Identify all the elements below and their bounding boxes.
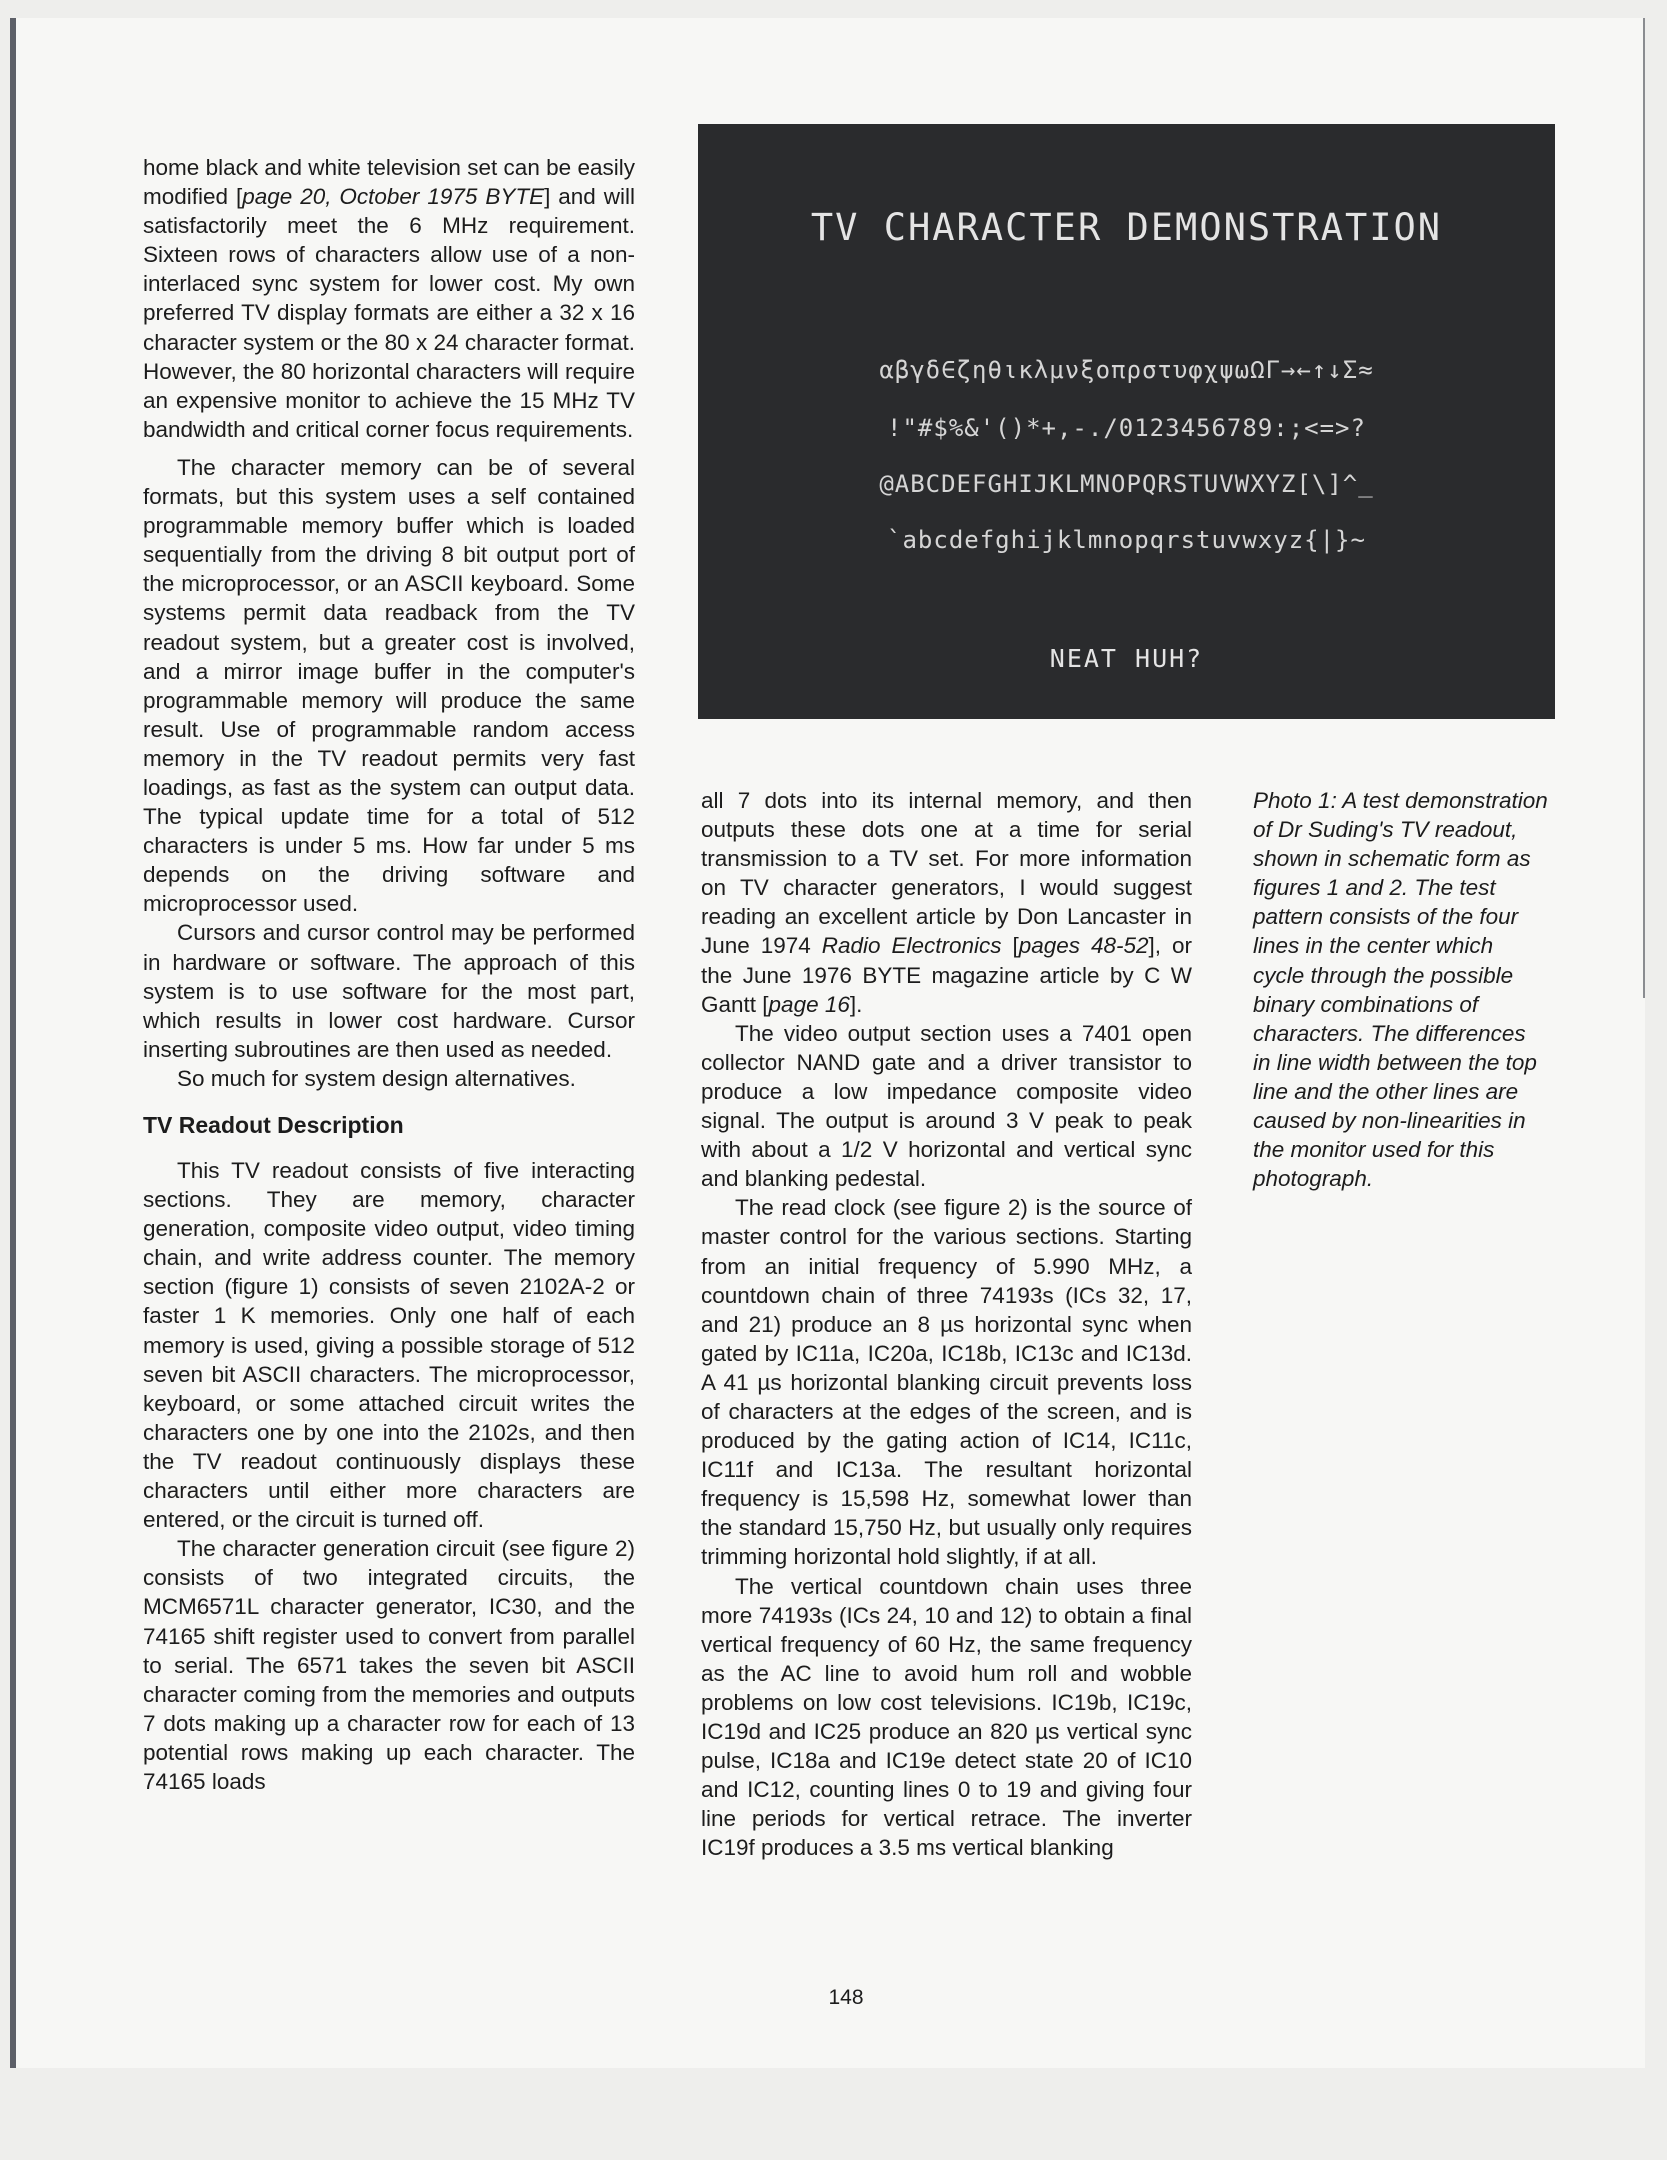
page-edge-left <box>10 18 16 2068</box>
paragraph: So much for system design alternatives. <box>177 1065 576 1091</box>
photo-char-line-lowercase: `abcdefghijklmnopqrstuvwxyz{|}~ <box>887 526 1366 554</box>
photo-char-line-symbols: !"#$%&'()*+,-./0123456789:;<=>? <box>887 414 1366 442</box>
photo-footer-text: NEAT HUH? <box>1049 644 1204 673</box>
paragraph: The vertical countdown chain uses three more 74193s (ICs 24, 10 and 12) to obtain a final vertical frequency of 60 Hz, the same frequency as the AC line to avoid hum roll and wobble problems on low cost televisions. IC19b, IC19c, IC19d and IC25 produce an 820 µs vertical sync pulse, IC18a and IC19e detect state 20 of IC10 and IC12, counting lines 0 to 19 and giving four line periods for vertical retrace. The inverter IC19f produces a 3.5 ms vertical blanking <box>701 1573 1192 1861</box>
section-heading: TV Readout Description <box>143 1112 404 1138</box>
paragraph-text: home black and white television set can be easily modified [ <box>143 155 635 210</box>
magazine-title: Radio Electronics <box>821 933 1002 959</box>
page-reference: pages 48-52 <box>1018 933 1149 959</box>
text-column-left <box>143 153 635 1796</box>
photo-char-line-greek: αβγδ∈ζηθικλμνξοπρστυφχψωΩΓ→←↑↓Σ≈ <box>879 356 1374 384</box>
paragraph: The video output section uses a 7401 open collector NAND gate and a driver transistor to produce a low impedance composite video signal. The output is around 3 V peak to peak with about a 1/2 V horizontal and vertical sync and blanking pedestal. <box>701 1020 1192 1192</box>
paragraph-text: all 7 dots into its internal memory, and then outputs these dots one at a time for serial transmission to a TV set. For more information on TV character generators, I would suggest reading an excellent article by Don Lancaster in June 1974 <box>701 788 1192 959</box>
paragraph: The character generation circuit (see figure 2) consists of two integrated circuits, the MCM6571L character generator, IC30, and the 74165 shift register used to convert from parallel to serial. The 6571 takes the seven bit ASCII character coming from the memories and outputs 7 dots making up a character row for each of 13 potential rows making up each character. The 74165 loads <box>143 1536 635 1794</box>
paragraph-text: ] and will satisfactorily meet the 6 MHz requirement. Sixteen rows of characters allow use of a non-interlaced sync system for lower cost. My own preferred TV display formats are either a 32 x 16 character system or the 80 x 24 character format. However, the 80 horizontal characters will require an expensive monitor to achieve the 15 MHz TV bandwidth and critical corner focus requirements. <box>143 184 635 442</box>
paragraph-text: ]. <box>849 991 863 1017</box>
page-reference: page 16 <box>768 991 850 1017</box>
caption-text: Photo 1: A test demonstration of Dr Suding's TV readout, shown in schematic form as figures 1 and 2. The test pattern consists of the four lines in the center which cycle through the possible binary combinations of characters. The differences in line width between the top line and the other lines are caused by non-linearities in the monitor used for this photograph. <box>1253 788 1548 1192</box>
paragraph: Cursors and cursor control may be performed in hardware or software. The approach of this system is to use software for the most part, which results in lower cost hardware. Cursor inserting subroutines are then used as needed. <box>143 920 635 1062</box>
page-edge-right <box>1643 18 1645 998</box>
paragraph: The read clock (see figure 2) is the source of master control for the various sections. Starting from an initial frequency of 5.990 MHz, a countdown chain of three 74193s (ICs 32, 17, and 21) produce an 8 µs horizontal sync when gated by IC11a, IC20a, IC18b, IC13c and IC13d. A 41 µs horizontal blanking circuit prevents loss of characters at the edges of the screen, and is produced by the gating action of IC14, IC11c, IC11f and IC13a. The resultant horizontal frequency is 15,598 Hz, somewhat lower than the standard 15,750 Hz, but usually only requires trimming horizontal hold slightly, if at all. <box>701 1195 1192 1570</box>
text-column-middle <box>701 786 1192 1862</box>
paragraph-text: [ <box>1001 933 1019 959</box>
paragraph <box>701 786 1192 1019</box>
tv-demo-photo <box>698 124 1555 719</box>
page-reference: page 20, October 1975 BYTE <box>242 184 545 210</box>
paragraph-text: ], or the June 1976 BYTE magazine article by C W Gantt [ <box>701 933 1192 1017</box>
paragraph <box>143 153 635 444</box>
page-number: 148 <box>828 1986 864 2009</box>
photo-title: TV CHARACTER DEMONSTRATION <box>810 206 1443 249</box>
photo-char-line-uppercase: @ABCDEFGHIJKLMNOPQRSTUVWXYZ[\]^_ <box>879 470 1374 498</box>
photo-caption <box>1253 786 1548 1193</box>
paragraph: This TV readout consists of five interacting sections. They are memory, character generation, composite video output, video timing chain, and write address counter. The memory section (figure 1) consists of seven 2102A-2 or faster 1 K memories. Only one half of each memory is used, giving a possible storage of 512 seven bit ASCII characters. The microprocessor, keyboard, or some attached circuit writes the characters one by one into the 2102s, and then the TV readout continuously displays these characters until either more characters are entered, or the circuit is turned off. <box>143 1158 635 1533</box>
paragraph: The character memory can be of several formats, but this system uses a self contained programmable memory buffer which is loaded sequentially from the driving 8 bit output port of the microprocessor, or an ASCII keyboard. Some systems permit data readback from the TV readout system, but a greater cost is involved, and a mirror image buffer in the computer's programmable memory will produce the same result. Use of programmable random access memory in the TV readout permits very fast loadings, as fast as the system can output data. The typical update time for a total of 512 characters is under 5 ms. How far under 5 ms depends on the driving software and microprocessor used. <box>143 454 635 917</box>
